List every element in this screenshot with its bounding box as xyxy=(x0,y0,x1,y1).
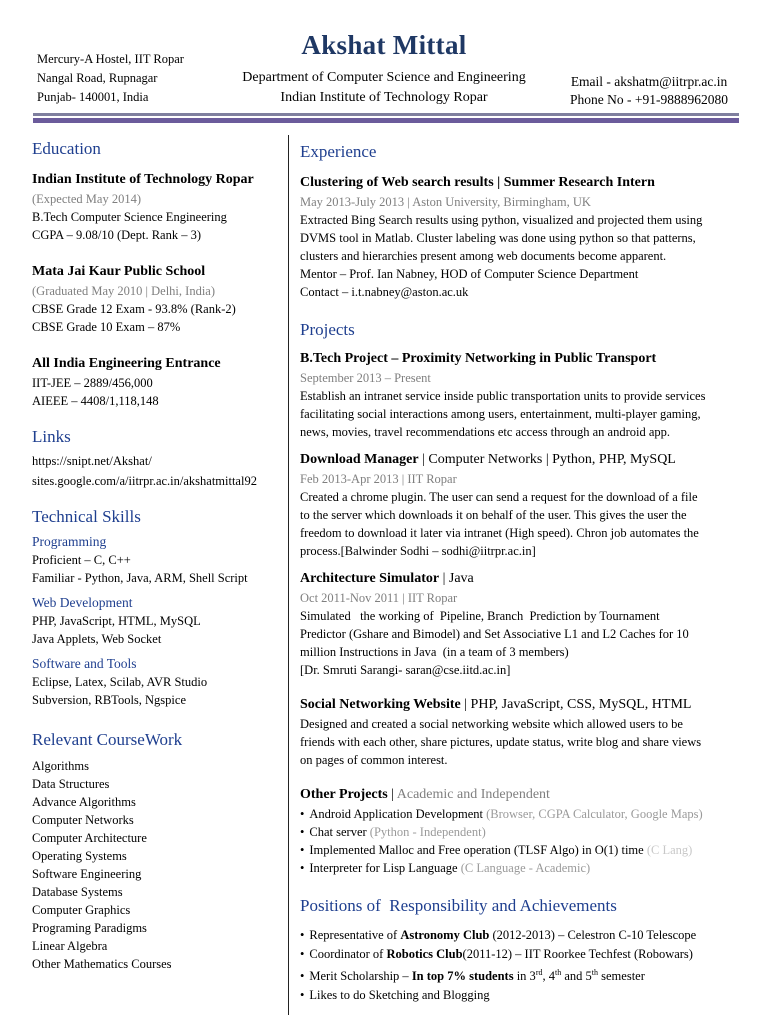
project-tags: | Java xyxy=(439,571,474,586)
course-item: Linear Algebra xyxy=(32,939,108,953)
project-name: Architecture Simulator xyxy=(300,571,440,586)
other-projects-list xyxy=(300,805,738,877)
other-projects-name: Other Projects xyxy=(300,787,388,802)
edu-line: IIT-JEE – 2889/456,000 xyxy=(32,376,153,390)
edu-title: Indian Institute of Technology Ropar xyxy=(32,172,254,187)
skill-line: Eclipse, Latex, Scilab, AVR Studio xyxy=(32,675,208,689)
course-item: Algorithms xyxy=(32,759,89,773)
project-line: Created a chrome plugin. The user can send a request for the download of a file xyxy=(300,490,698,504)
project-tags: | PHP, JavaScript, CSS, MySQL, HTML xyxy=(460,697,692,712)
project-line: news, movies, travel recommendations etc access through an android app. xyxy=(300,425,671,439)
item-text: Merit Scholarship – xyxy=(309,969,412,984)
skill-group-name: Software and Tools xyxy=(32,656,137,671)
positions-list xyxy=(300,926,738,1004)
skill-line: Java Applets, Web Socket xyxy=(32,632,162,646)
project-line: Simulated the working of Pipeline, Branch Prediction by Tournament xyxy=(300,609,660,623)
skill-line: PHP, JavaScript, HTML, MySQL xyxy=(32,614,201,628)
item-text: , 4 xyxy=(542,969,555,984)
item-text: and 5 xyxy=(561,969,592,984)
list-item xyxy=(300,805,738,823)
course-item: Data Structures xyxy=(32,777,110,791)
item-text: Coordinator of xyxy=(309,947,387,961)
list-item xyxy=(300,823,738,841)
project-line: freedom to download it later via intranet (High speed). Chron job automates the xyxy=(300,526,699,540)
item-text: Interpreter for Lisp Language xyxy=(309,861,461,875)
address-line: Nangal Road, Rupnagar xyxy=(37,71,158,85)
experience-line: Mentor – Prof. Ian Nabney, HOD of Computer Science Department xyxy=(300,267,639,281)
item-text: Likes to do Sketching and Blogging xyxy=(309,988,490,1003)
edu-meta: (Expected May 2014) xyxy=(32,192,141,206)
skill-line: Subversion, RBTools, Ngspice xyxy=(32,693,186,707)
project-line: [Dr. Smruti Sarangi- saran@cse.iitd.ac.in] xyxy=(300,663,511,677)
item-note: (Python - Independent) xyxy=(369,825,486,839)
item-note: (Browser, CGPA Calculator, Google Maps) xyxy=(486,807,703,821)
skills-heading: Technical Skills xyxy=(32,507,141,526)
item-text: (2011-12) – IIT Roorkee Techfest (Robowars) xyxy=(462,947,693,961)
left-column xyxy=(32,138,282,973)
item-text: Chat server xyxy=(309,825,370,839)
project-title xyxy=(300,569,738,589)
edu-line: B.Tech Computer Science Engineering xyxy=(32,210,227,224)
list-item xyxy=(300,964,738,985)
list-item xyxy=(300,986,738,1004)
other-projects-title: Other Projects | Academic and Independent xyxy=(300,787,550,802)
experience-line: clusters and hierarchies present among web documents become apparent. xyxy=(300,249,667,263)
item-bold: In top 7% students xyxy=(411,969,514,984)
item-text: in 3 xyxy=(513,969,536,984)
experience-line: Contact – i.t.nabney@aston.ac.uk xyxy=(300,285,469,299)
item-note: (C Lang) xyxy=(646,843,693,857)
ordinal: rd xyxy=(535,968,543,977)
list-item xyxy=(300,859,738,877)
address-line: Punjab- 140001, India xyxy=(37,90,149,104)
list-item xyxy=(300,926,738,944)
project-line: Designed and created a social networking website which allowed users to be xyxy=(300,717,683,731)
phone: Phone No - +91-9888962080 xyxy=(570,92,728,107)
experience-line: Extracted Bing Search results using python, visualized and projected them using xyxy=(300,213,703,227)
item-text: Representative of xyxy=(309,928,401,942)
link-item[interactable]: sites.google.com/a/iitrpr.ac.in/akshatmittal92 xyxy=(32,474,257,488)
project-name: Download Manager xyxy=(300,452,419,467)
ordinal: th xyxy=(591,968,599,977)
project-line: process.[Balwinder Sodhi – sodhi@iitrpr.ac.in] xyxy=(300,544,536,558)
course-item: Computer Graphics xyxy=(32,903,131,917)
item-text: (2012-2013) – Celestron C-10 Telescope xyxy=(489,928,697,942)
right-column xyxy=(300,141,738,1004)
course-item: Programing Paradigms xyxy=(32,921,147,935)
column-divider xyxy=(288,135,289,1015)
ordinal: th xyxy=(554,968,562,977)
item-text: Implemented Malloc and Free operation (TLSF Algo) in O(1) time xyxy=(309,843,647,857)
project-tags: | Computer Networks | Python, PHP, MySQL xyxy=(418,452,676,467)
other-projects-tags: Academic and Independent xyxy=(396,787,550,802)
coursework-list xyxy=(32,757,282,973)
edu-line: CBSE Grade 10 Exam – 87% xyxy=(32,320,181,334)
experience-title: Clustering of Web search results | Summer Research Intern xyxy=(300,175,655,190)
address-line: Mercury-A Hostel, IIT Ropar xyxy=(37,52,184,66)
project-title xyxy=(300,695,738,715)
item-text: Android Application Development xyxy=(309,807,487,821)
list-item xyxy=(300,841,738,859)
experience-heading: Experience xyxy=(300,142,377,161)
project-meta: Feb 2013-Apr 2013 | IIT Ropar xyxy=(300,472,457,486)
course-item: Other Mathematics Courses xyxy=(32,957,172,971)
project-line: friends with each other, share pictures, update status, write blog and share views xyxy=(300,735,702,749)
edu-line: CGPA – 9.08/10 (Dept. Rank – 3) xyxy=(32,228,201,242)
course-item: Software Engineering xyxy=(32,867,142,881)
item-bold: Astronomy Club xyxy=(400,928,490,942)
item-note: (C Language - Academic) xyxy=(460,861,591,875)
project-meta: Oct 2011-Nov 2011 | IIT Ropar xyxy=(300,591,458,605)
course-item: Computer Networks xyxy=(32,813,134,827)
skill-line: Familiar - Python, Java, ARM, Shell Script xyxy=(32,571,248,585)
course-item: Operating Systems xyxy=(32,849,127,863)
links-heading: Links xyxy=(32,427,71,446)
skill-line: Proficient – C, C++ xyxy=(32,553,131,567)
project-line: million Instructions in Java (in a team of 3 members) xyxy=(300,645,569,659)
project-title: B.Tech Project – Proximity Networking in Public Transport xyxy=(300,351,657,366)
department: Department of Computer Science and Engineering xyxy=(242,70,526,85)
experience-line: DVMS tool in Matlab. Cluster labeling was done using python so that patterns, xyxy=(300,231,696,245)
edu-title: All India Engineering Entrance xyxy=(32,356,221,371)
institute: Indian Institute of Technology Ropar xyxy=(280,90,488,105)
projects-heading: Projects xyxy=(300,320,355,339)
link-item[interactable]: https://snipt.net/Akshat/ xyxy=(32,454,152,468)
item-bold: Robotics Club xyxy=(386,947,463,961)
project-line: on pages of common interest. xyxy=(300,753,448,767)
item-text: semester xyxy=(598,969,645,984)
project-line: facilitating social interactions among users, entertainment, multi-player gaming, xyxy=(300,407,701,421)
edu-line: AIEEE – 4408/1,118,148 xyxy=(32,394,159,408)
course-item: Computer Architecture xyxy=(32,831,147,845)
email[interactable]: Email - akshatm@iitrpr.ac.in xyxy=(570,74,728,89)
resume-name: Akshat Mittal xyxy=(301,30,467,60)
header-divider xyxy=(33,113,739,116)
edu-meta: (Graduated May 2010 | Delhi, India) xyxy=(32,284,216,298)
experience-meta: May 2013-July 2013 | Aston University, Birmingham, UK xyxy=(300,195,591,209)
header-divider-thick xyxy=(33,118,739,123)
edu-title: Mata Jai Kaur Public School xyxy=(32,264,206,279)
education-heading: Education xyxy=(32,139,101,158)
project-title xyxy=(300,450,738,470)
course-item: Advance Algorithms xyxy=(32,795,136,809)
skill-group-name: Programming xyxy=(32,534,107,549)
project-line: to the server which downloads it on behalf of the user. This gives the user the xyxy=(300,508,687,522)
project-meta: September 2013 – Present xyxy=(300,371,431,385)
list-item xyxy=(300,945,738,963)
edu-line: CBSE Grade 12 Exam - 93.8% (Rank-2) xyxy=(32,302,236,316)
coursework-heading: Relevant CourseWork xyxy=(32,730,183,749)
project-line: Establish an intranet service inside public transportation units to provide services xyxy=(300,389,706,403)
skill-group-name: Web Development xyxy=(32,595,133,610)
project-line: Predictor (Gshare and Bimodel) and Set Associative L1 and L2 Caches for 10 xyxy=(300,627,689,641)
course-item: Database Systems xyxy=(32,885,123,899)
positions-heading: Positions of Responsibility and Achievements xyxy=(300,896,617,915)
project-name: Social Networking Website xyxy=(300,697,461,712)
contact-info xyxy=(570,73,728,109)
